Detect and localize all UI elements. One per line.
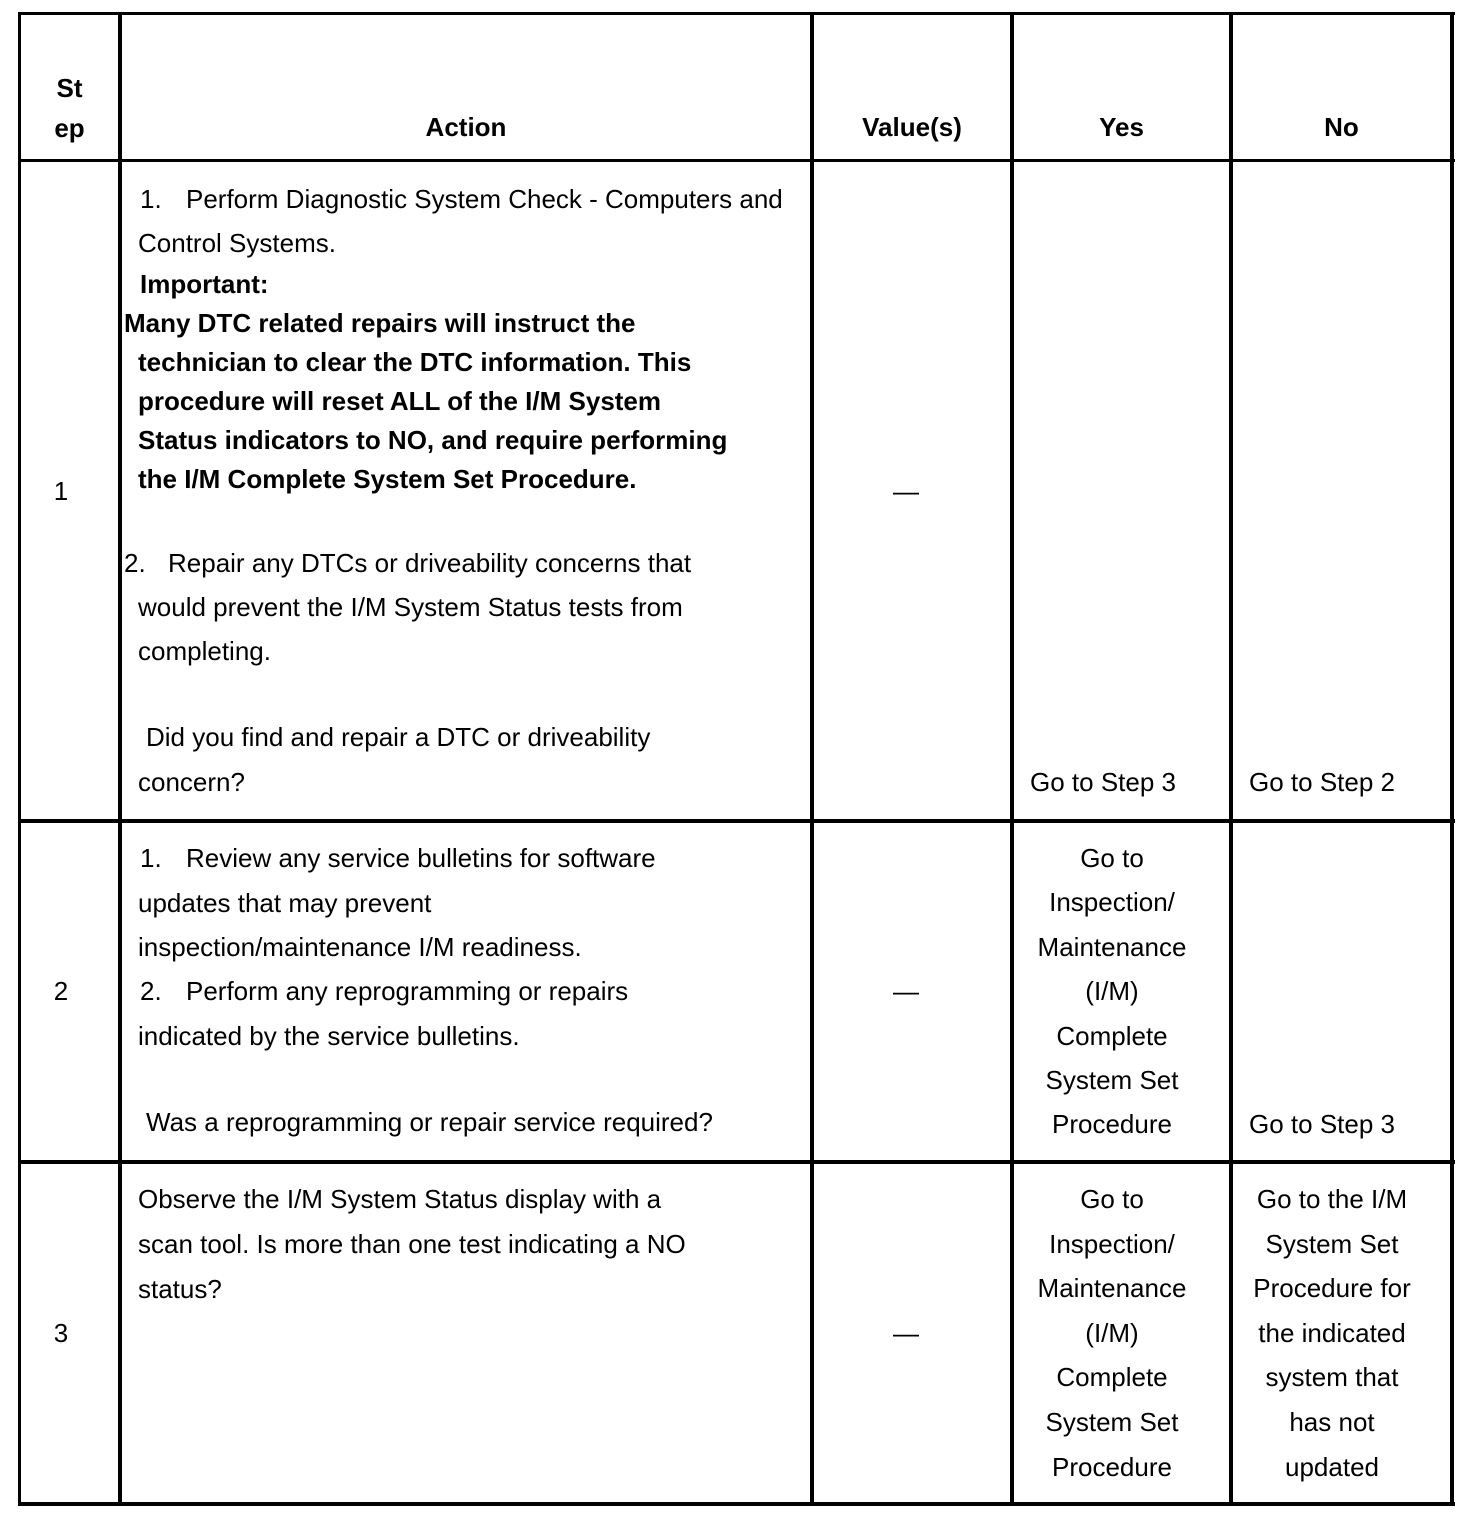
yes-action-line: Complete: [1056, 1362, 1168, 1393]
step-number: 2: [53, 976, 69, 1006]
header-divider: [18, 159, 1455, 162]
no-action-line: Go to the I/M: [1256, 1184, 1408, 1214]
no-action-line: has not: [1289, 1406, 1375, 1437]
column-divider: [118, 12, 122, 1506]
table-border-left: [18, 12, 21, 1506]
list-number: 2.: [140, 976, 162, 1006]
no-action-line: updated: [1285, 1451, 1379, 1482]
yes-action-line: Inspection/: [1049, 1228, 1175, 1259]
header-step-line: ep: [54, 113, 85, 143]
action-text: updates that may prevent: [138, 888, 432, 918]
yes-action-line: Go to: [1080, 1184, 1144, 1214]
important-text: Many DTC related repairs will instruct the: [124, 308, 636, 338]
question-text: Was a reprogramming or repair service required?: [146, 1107, 713, 1137]
list-number: 2.: [124, 548, 146, 578]
important-label: Important:: [140, 269, 269, 299]
list-number: 1.: [140, 843, 162, 873]
important-text: Status indicators to NO, and require performing: [138, 425, 728, 455]
yes-action: [1014, 836, 1210, 1147]
row-divider: [18, 1160, 1455, 1164]
step-number: 1: [53, 476, 69, 506]
action-text: scan tool. Is more than one test indicating a NO: [138, 1229, 686, 1259]
header-action: Action: [425, 112, 507, 142]
action-text: inspection/maintenance I/M readiness.: [138, 932, 582, 962]
list-number: 1.: [140, 184, 162, 214]
action-text: Perform Diagnostic System Check - Computers and: [186, 184, 783, 214]
action-text: Repair any DTCs or driveability concerns that: [168, 548, 692, 578]
action-text: Observe the I/M System Status display with a: [138, 1184, 662, 1214]
action-text: would prevent the I/M System Status tests from: [138, 592, 683, 622]
action-text: status?: [138, 1274, 222, 1304]
no-action-line: system that: [1265, 1362, 1399, 1393]
table-border-right: [1450, 12, 1454, 1506]
yes-action-line: Procedure: [1052, 1109, 1172, 1140]
yes-action-line: Go to: [1080, 843, 1144, 873]
no-action: [1233, 1177, 1431, 1489]
yes-action: Go to Step 3: [1030, 767, 1176, 797]
yes-action-line: Maintenance: [1037, 1273, 1187, 1304]
important-text: procedure will reset ALL of the I/M System: [138, 386, 662, 416]
no-action: Go to Step 3: [1249, 1109, 1395, 1139]
no-action-line: Procedure for: [1253, 1273, 1411, 1304]
yes-action-line: Inspection/: [1049, 887, 1175, 918]
header-no: No: [1324, 112, 1359, 142]
header-values: Value(s): [862, 112, 962, 142]
column-divider: [810, 12, 814, 1506]
value-cell: —: [893, 476, 919, 506]
yes-action-line: (I/M): [1085, 976, 1139, 1007]
question-text: Did you find and repair a DTC or driveability: [146, 722, 651, 752]
header-step: [21, 68, 118, 148]
step-number: 3: [53, 1318, 69, 1348]
yes-action-line: Maintenance: [1037, 931, 1187, 962]
action-text: indicated by the service bulletins.: [138, 1021, 520, 1051]
yes-action: [1014, 1177, 1210, 1489]
yes-action-line: System Set: [1045, 1406, 1179, 1437]
table-border-top: [18, 12, 1455, 15]
action-text: Review any service bulletins for software: [186, 843, 656, 873]
yes-action-line: Procedure: [1052, 1451, 1172, 1482]
value-cell: —: [893, 1318, 919, 1348]
no-action-line: the indicated: [1258, 1317, 1406, 1348]
no-action: Go to Step 2: [1249, 767, 1395, 797]
yes-action-line: (I/M): [1085, 1317, 1139, 1348]
action-text: completing.: [138, 636, 271, 666]
important-text: the I/M Complete System Set Procedure.: [138, 464, 637, 494]
question-text: concern?: [138, 767, 245, 797]
table-border-bottom: [18, 1502, 1455, 1506]
no-action-line: System Set: [1265, 1228, 1399, 1259]
action-text: Perform any reprogramming or repairs: [186, 976, 629, 1006]
row-divider: [18, 819, 1455, 823]
header-step-line: St: [56, 73, 83, 103]
action-text: Control Systems.: [138, 228, 336, 258]
header-yes: Yes: [1099, 112, 1144, 142]
yes-action-line: System Set: [1045, 1065, 1179, 1096]
yes-action-line: Complete: [1056, 1020, 1168, 1051]
important-text: technician to clear the DTC information. This: [138, 347, 692, 377]
value-cell: —: [893, 976, 919, 1006]
